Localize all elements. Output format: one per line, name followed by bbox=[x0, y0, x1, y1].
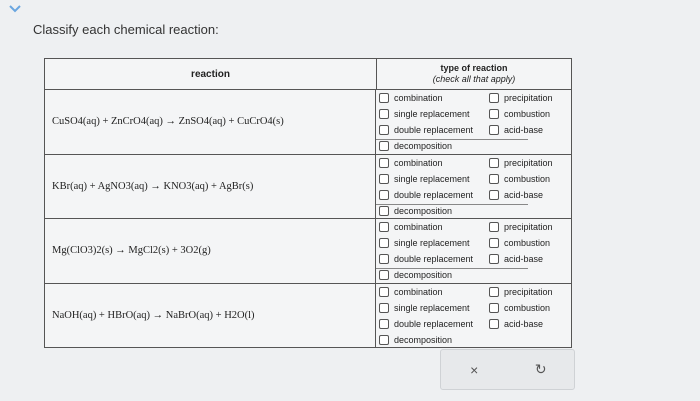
acid-base-checkbox[interactable]: acid-base bbox=[489, 252, 543, 266]
combustion-checkbox[interactable]: combustion bbox=[489, 107, 550, 121]
type-header-note: (check all that apply) bbox=[432, 74, 516, 84]
decomposition-checkbox[interactable]: decomposition bbox=[379, 268, 452, 282]
reaction-equation: NaOH(aq) + HBrO(aq) → NaBrO(aq) + H2O(l) bbox=[45, 284, 376, 348]
double-replacement-checkbox[interactable]: double replacement bbox=[379, 123, 473, 137]
precipitation-checkbox[interactable]: precipitation bbox=[489, 91, 553, 105]
double-replacement-checkbox[interactable]: double replacement bbox=[379, 188, 473, 202]
question-prompt: Classify each chemical reaction: bbox=[33, 22, 219, 37]
precipitation-checkbox[interactable]: precipitation bbox=[489, 220, 553, 234]
table-row bbox=[45, 90, 571, 155]
double-replacement-checkbox[interactable]: double replacement bbox=[379, 317, 473, 331]
type-options bbox=[376, 155, 571, 219]
table-row bbox=[45, 219, 571, 284]
table-row bbox=[45, 155, 571, 220]
decomposition-checkbox[interactable]: decomposition bbox=[379, 139, 452, 153]
single-replacement-checkbox[interactable]: single replacement bbox=[379, 172, 470, 186]
type-header-title: type of reaction bbox=[440, 63, 508, 73]
classification-table bbox=[44, 58, 572, 348]
decomposition-checkbox[interactable]: decomposition bbox=[379, 204, 452, 218]
type-column-header bbox=[377, 59, 571, 89]
reset-icon[interactable]: ↻ bbox=[534, 361, 547, 377]
combination-checkbox[interactable]: combination bbox=[379, 285, 443, 299]
combustion-checkbox[interactable]: combustion bbox=[489, 172, 550, 186]
acid-base-checkbox[interactable]: acid-base bbox=[489, 123, 543, 137]
divider bbox=[376, 268, 528, 283]
combustion-checkbox[interactable]: combustion bbox=[489, 301, 550, 315]
divider bbox=[376, 139, 528, 154]
type-options bbox=[376, 90, 571, 154]
divider bbox=[376, 204, 528, 219]
single-replacement-checkbox[interactable]: single replacement bbox=[379, 236, 470, 250]
combination-checkbox[interactable]: combination bbox=[379, 220, 443, 234]
acid-base-checkbox[interactable]: acid-base bbox=[489, 188, 543, 202]
acid-base-checkbox[interactable]: acid-base bbox=[489, 317, 543, 331]
clear-icon[interactable]: × bbox=[470, 361, 479, 378]
precipitation-checkbox[interactable]: precipitation bbox=[489, 285, 553, 299]
reaction-equation: Mg(ClO3)2(s) → MgCl2(s) + 3O2(g) bbox=[45, 219, 376, 283]
single-replacement-checkbox[interactable]: single replacement bbox=[379, 107, 470, 121]
type-options bbox=[376, 284, 571, 348]
table-header bbox=[45, 59, 571, 90]
single-replacement-checkbox[interactable]: single replacement bbox=[379, 301, 470, 315]
combination-checkbox[interactable]: combination bbox=[379, 156, 443, 170]
type-options bbox=[376, 219, 571, 283]
decomposition-checkbox[interactable]: decomposition bbox=[379, 333, 452, 347]
answer-actions bbox=[440, 349, 575, 390]
combustion-checkbox[interactable]: combustion bbox=[489, 236, 550, 250]
precipitation-checkbox[interactable]: precipitation bbox=[489, 156, 553, 170]
table-row bbox=[45, 284, 571, 348]
double-replacement-checkbox[interactable]: double replacement bbox=[379, 252, 473, 266]
chevron-down-icon[interactable] bbox=[8, 4, 22, 14]
reaction-column-header: reaction bbox=[45, 59, 377, 89]
reaction-equation: KBr(aq) + AgNO3(aq) → KNO3(aq) + AgBr(s) bbox=[45, 155, 376, 219]
reaction-equation: CuSO4(aq) + ZnCrO4(aq) → ZnSO4(aq) + CuCrO4(s) bbox=[45, 90, 376, 154]
combination-checkbox[interactable]: combination bbox=[379, 91, 443, 105]
